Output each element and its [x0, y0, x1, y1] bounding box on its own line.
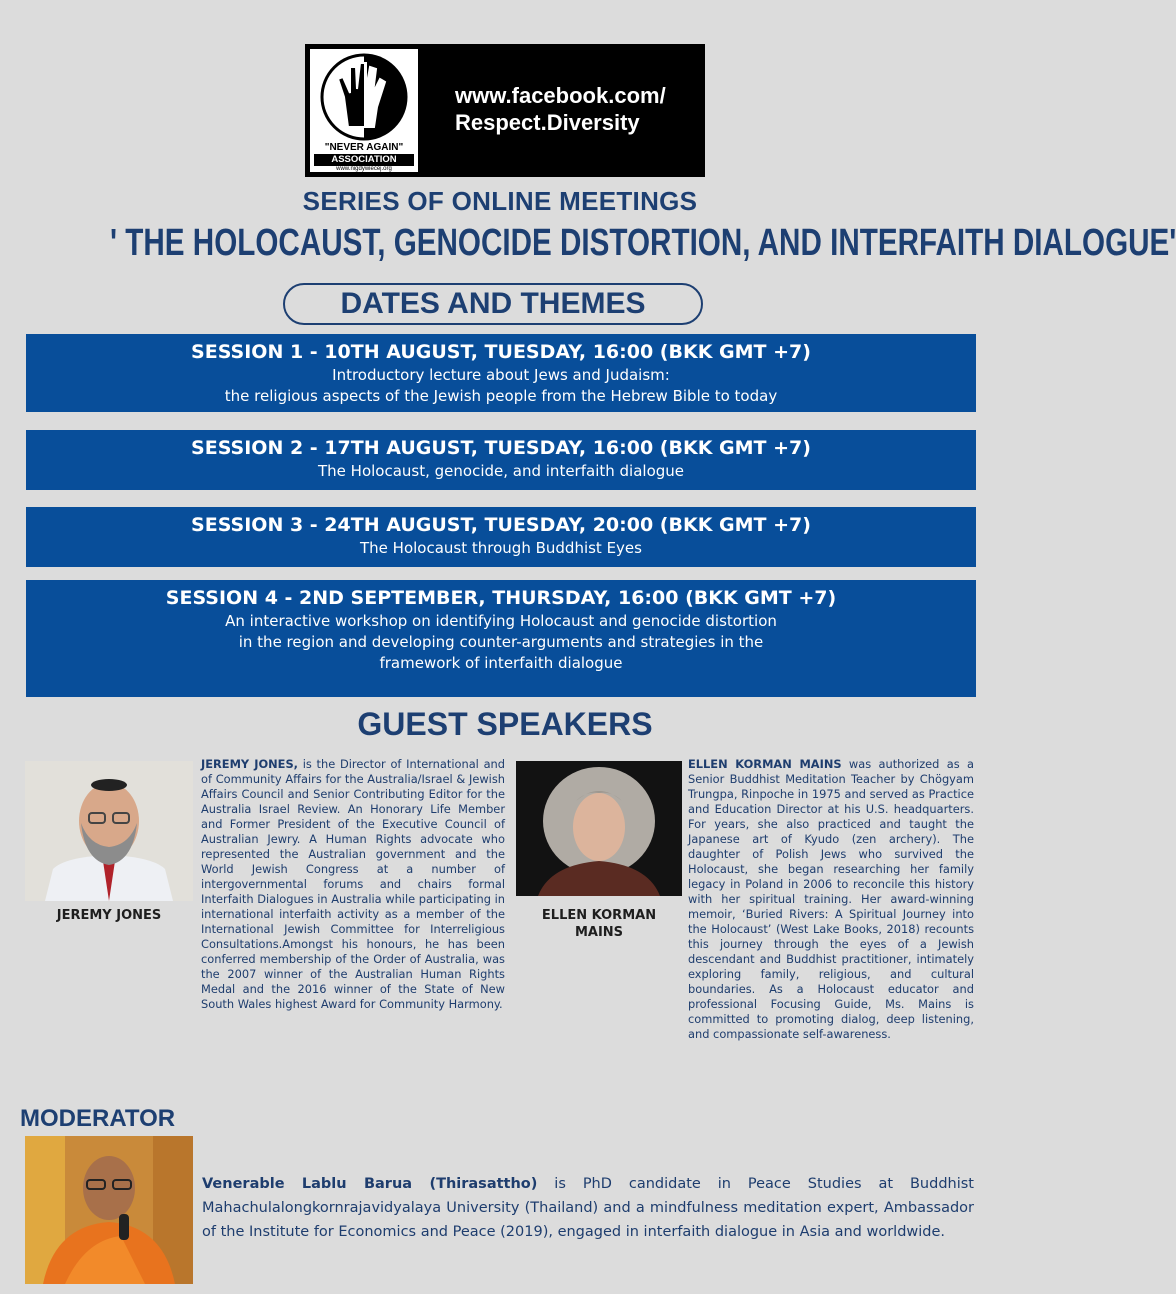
speaker-bio-ellen-korman-mains [688, 757, 974, 1042]
bio-name: Venerable Lablu Barua (Thirasattho) [202, 1176, 538, 1192]
portrait-icon [516, 761, 682, 896]
session-title: SESSION 4 - 2ND SEPTEMBER, THURSDAY, 16:00 (BKK GMT +7) [165, 587, 837, 609]
session-title: SESSION 3 - 24TH AUGUST, TUESDAY, 20:00 (BKK GMT +7) [191, 514, 811, 536]
facebook-url-line2: Respect.Diversity [455, 110, 640, 135]
speaker-name: ELLEN KORMAN MAINS [541, 908, 657, 940]
bio-text: is PhD candidate in Peace Studies at Buddhist Mahachulalongkornrajavidyalaya University (Thailand) and a mindfulness meditation expert, Ambassador of the Institute for Economics and Peace (2019), engaged in interfaith dialogue in Asia and worldwide. [202, 1176, 974, 1240]
facebook-url-line1: www.facebook.com/ [455, 83, 666, 108]
series-heading: SERIES OF ONLINE MEETINGS [302, 186, 698, 216]
header-banner [305, 44, 705, 177]
moderator-bio [202, 1172, 974, 1244]
session-4 [26, 580, 976, 697]
hand-logo-icon [310, 49, 418, 144]
speaker-photo-ellen-korman-mains [516, 761, 682, 896]
guest-speakers-heading: GUEST SPEAKERS [357, 706, 653, 742]
bio-text: is the Director of International and of Community Affairs for the Australia/Israel & Jewish Affairs Council and Senior Contributing Editor for the Australia Israel Review. An Honorary Life Member and Former President of the Executive Council of Australian Jewry. A Human Rights advocate who represented the Australian government and the World Jewish Congress at a number of intergovernmental forums and chairs formal Interfaith Dialogues in Australia while participating in international interfaith activity as a member of the International Jewish Committee for Interreligious Consultations.Amongst his honours, he has been conferred membership of the Order of Australia, was the 2007 winner of the Australian Human Rights Medal and the 2016 winner of the State of New South Wales highest Award for Community Harmony. [201, 757, 506, 1011]
bio-name: ELLEN KORMAN MAINS [688, 757, 842, 771]
logo-url: www.nigdywiecej.org [336, 166, 392, 172]
session-description: The Holocaust, genocide, and interfaith dialogue [318, 462, 684, 480]
logo-association: ASSOCIATION [314, 154, 414, 166]
session-2 [26, 430, 976, 490]
never-again-logo [310, 49, 418, 172]
logo-text: "NEVER AGAIN" [324, 142, 404, 153]
speaker-bio-jeremy-jones [201, 757, 505, 1012]
session-description: the religious aspects of the Jewish people from the Hebrew Bible to today [224, 387, 778, 405]
session-1 [26, 334, 976, 412]
speaker-photo-jeremy-jones [25, 761, 193, 901]
moderator-photo [25, 1136, 193, 1284]
dates-themes-label: DATES AND THEMES [283, 283, 703, 325]
portrait-icon [25, 761, 193, 901]
session-description: The Holocaust through Buddhist Eyes [360, 539, 642, 557]
speaker-name: JEREMY JONES [56, 908, 162, 923]
moderator-heading: MODERATOR [20, 1105, 176, 1132]
session-3 [26, 507, 976, 567]
session-description: An interactive workshop on identifying Holocaust and genocide distortion [225, 612, 777, 630]
session-title: SESSION 1 - 10TH AUGUST, TUESDAY, 16:00 (BKK GMT +7) [191, 341, 811, 363]
session-description: in the region and developing counter-arguments and strategies in the [238, 633, 764, 651]
session-description: Introductory lecture about Jews and Judaism: [332, 366, 670, 384]
portrait-icon [25, 1136, 193, 1284]
bio-name: JEREMY JONES, [201, 757, 298, 771]
session-description: framework of interfaith dialogue [379, 654, 623, 672]
bio-text: was authorized as a Senior Buddhist Meditation Teacher by Chögyam Trungpa, Rinpoche in 1975 and served as Practice and Education Director at his U.S. headquarters. For years, she also practiced and taught the Japanese art of Kyudo (zen archery). The daughter of Polish Jews who survived the Holocaust, she began researching her family legacy in Poland in 2006 to reconcile this history with her spiritual training. Her award-winning memoir, ‘Buried Rivers: A Spiritual Journey into the Holocaust’ (West Lake Books, 2018) recounts this journey through the eyes of a Jewish descendant and Buddhist practitioner, intimately exploring family, religious, and cultural boundaries. As a Holocaust educator and professional Focusing Guide, Ms. Mains is committed to promoting dialog, deep listening, and compassionate self-awareness. [688, 757, 975, 1041]
facebook-link[interactable] [455, 82, 666, 136]
session-title: SESSION 2 - 17TH AUGUST, TUESDAY, 16:00 (BKK GMT +7) [191, 437, 811, 459]
page-title: ' THE HOLOCAUST, GENOCIDE DISTORTION, AND INTERFAITH DIALOGUE' [110, 222, 1176, 264]
